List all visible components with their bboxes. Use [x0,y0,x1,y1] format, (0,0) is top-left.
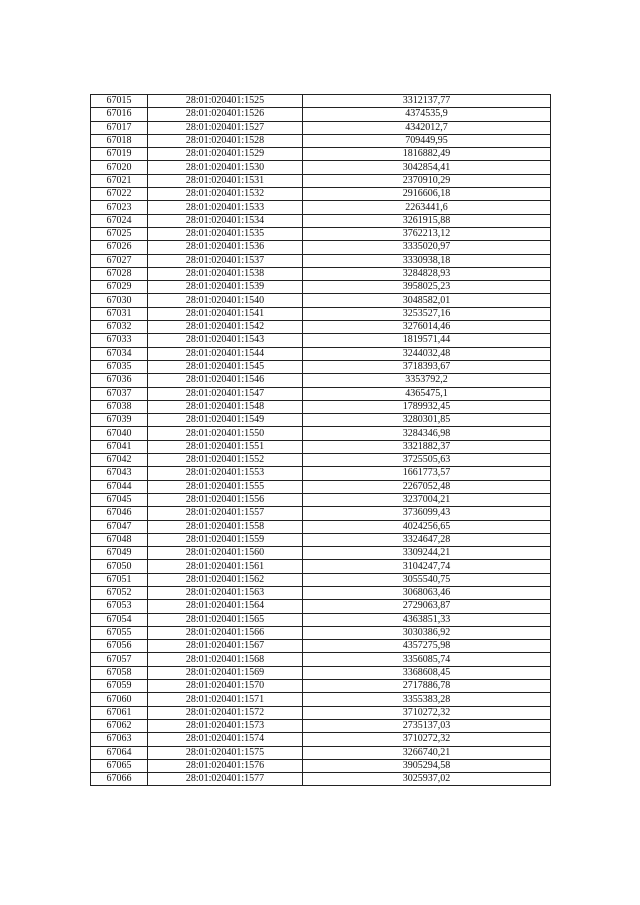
cadastral-number-cell: 28:01:020401:1530 [148,161,303,174]
cadastral-value-cell: 1661773,57 [303,467,551,480]
cadastral-value-cell: 3284346,98 [303,427,551,440]
table-row [91,108,551,121]
row-number-cell: 67054 [91,613,148,626]
cadastral-value-cell: 3330938,18 [303,254,551,267]
row-number-cell: 67041 [91,440,148,453]
cadastral-number-cell: 28:01:020401:1562 [148,573,303,586]
table-row [91,746,551,759]
table-row [91,267,551,280]
table-row [91,600,551,613]
table-row [91,706,551,719]
cadastral-value-cell: 1789932,45 [303,400,551,413]
cadastral-number-cell: 28:01:020401:1565 [148,613,303,626]
cadastral-value-cell: 4365475,1 [303,387,551,400]
cadastral-number-cell: 28:01:020401:1546 [148,374,303,387]
row-number-cell: 67055 [91,626,148,639]
row-number-cell: 67025 [91,227,148,240]
cadastral-number-cell: 28:01:020401:1540 [148,294,303,307]
cadastral-number-cell: 28:01:020401:1560 [148,547,303,560]
cadastral-number-cell: 28:01:020401:1563 [148,586,303,599]
row-number-cell: 67026 [91,241,148,254]
row-number-cell: 67023 [91,201,148,214]
row-number-cell: 67020 [91,161,148,174]
row-number-cell: 67046 [91,507,148,520]
cadastral-number-cell: 28:01:020401:1564 [148,600,303,613]
cadastral-number-cell: 28:01:020401:1552 [148,454,303,467]
cadastral-number-cell: 28:01:020401:1532 [148,188,303,201]
table-row [91,733,551,746]
table-row [91,294,551,307]
cadastral-number-cell: 28:01:020401:1537 [148,254,303,267]
row-number-cell: 67031 [91,307,148,320]
cadastral-value-cell: 3356085,74 [303,653,551,666]
table-row [91,480,551,493]
table-row [91,653,551,666]
table-row [91,427,551,440]
row-number-cell: 67017 [91,121,148,134]
cadastral-number-cell: 28:01:020401:1556 [148,493,303,506]
cadastral-number-cell: 28:01:020401:1567 [148,640,303,653]
cadastral-value-cell: 3353792,2 [303,374,551,387]
row-number-cell: 67047 [91,520,148,533]
table-row [91,467,551,480]
table-row [91,387,551,400]
cadastral-number-cell: 28:01:020401:1572 [148,706,303,719]
cadastral-value-cell: 3309244,21 [303,547,551,560]
row-number-cell: 67057 [91,653,148,666]
row-number-cell: 67021 [91,174,148,187]
row-number-cell: 67052 [91,586,148,599]
row-number-cell: 67024 [91,214,148,227]
cadastral-value-cell: 3284828,93 [303,267,551,280]
row-number-cell: 67056 [91,640,148,653]
table-row [91,148,551,161]
row-number-cell: 67015 [91,95,148,108]
cadastral-value-cell: 3355383,28 [303,693,551,706]
cadastral-number-cell: 28:01:020401:1575 [148,746,303,759]
cadastral-value-cell: 3261915,88 [303,214,551,227]
cadastral-value-cell: 2263441,6 [303,201,551,214]
row-number-cell: 67028 [91,267,148,280]
table-row [91,281,551,294]
cadastral-number-cell: 28:01:020401:1525 [148,95,303,108]
table-row [91,454,551,467]
cadastral-value-cell: 709449,95 [303,134,551,147]
table-row [91,188,551,201]
cadastral-value-cell: 4024256,65 [303,520,551,533]
table-row [91,613,551,626]
cadastral-number-cell: 28:01:020401:1569 [148,666,303,679]
row-number-cell: 67051 [91,573,148,586]
table-row [91,334,551,347]
cadastral-value-cell: 3048582,01 [303,294,551,307]
cadastral-value-cell: 3030386,92 [303,626,551,639]
cadastral-value-cell: 3725505,63 [303,454,551,467]
table-row [91,493,551,506]
row-number-cell: 67049 [91,547,148,560]
cadastral-number-cell: 28:01:020401:1527 [148,121,303,134]
cadastral-value-cell: 2717886,78 [303,680,551,693]
table-row [91,321,551,334]
cadastral-value-cell: 3280301,85 [303,414,551,427]
row-number-cell: 67043 [91,467,148,480]
cadastral-value-cell: 3905294,58 [303,759,551,772]
cadastral-number-cell: 28:01:020401:1526 [148,108,303,121]
cadastral-value-cell: 3042854,41 [303,161,551,174]
cadastral-number-cell: 28:01:020401:1548 [148,400,303,413]
table-row [91,759,551,772]
cadastral-value-cell: 3068063,46 [303,586,551,599]
table-row [91,666,551,679]
table-row [91,520,551,533]
cadastral-value-cell: 4363851,33 [303,613,551,626]
row-number-cell: 67034 [91,347,148,360]
row-number-cell: 67045 [91,493,148,506]
table-row [91,773,551,786]
table-row [91,533,551,546]
cadastral-number-cell: 28:01:020401:1529 [148,148,303,161]
cadastral-number-cell: 28:01:020401:1568 [148,653,303,666]
cadastral-number-cell: 28:01:020401:1574 [148,733,303,746]
cadastral-value-cell: 2729063,87 [303,600,551,613]
table-row [91,214,551,227]
row-number-cell: 67044 [91,480,148,493]
table-row [91,400,551,413]
row-number-cell: 67027 [91,254,148,267]
cadastral-value-cell: 1816882,49 [303,148,551,161]
row-number-cell: 67048 [91,533,148,546]
cadastral-value-cell: 3958025,23 [303,281,551,294]
table-row [91,174,551,187]
cadastral-value-cell: 1819571,44 [303,334,551,347]
cadastral-number-cell: 28:01:020401:1547 [148,387,303,400]
row-number-cell: 67036 [91,374,148,387]
row-number-cell: 67058 [91,666,148,679]
table-row [91,680,551,693]
row-number-cell: 67037 [91,387,148,400]
cadastral-number-cell: 28:01:020401:1577 [148,773,303,786]
cadastral-value-cell: 3710272,32 [303,733,551,746]
row-number-cell: 67065 [91,759,148,772]
cadastral-number-cell: 28:01:020401:1553 [148,467,303,480]
row-number-cell: 67016 [91,108,148,121]
table-row [91,414,551,427]
cadastral-number-cell: 28:01:020401:1536 [148,241,303,254]
cadastral-value-cell: 4357275,98 [303,640,551,653]
table-row [91,201,551,214]
cadastral-number-cell: 28:01:020401:1573 [148,719,303,732]
table-row [91,693,551,706]
cadastral-number-cell: 28:01:020401:1541 [148,307,303,320]
cadastral-number-cell: 28:01:020401:1534 [148,214,303,227]
table-row [91,121,551,134]
cadastral-value-cell: 3253527,16 [303,307,551,320]
cadastral-number-cell: 28:01:020401:1533 [148,201,303,214]
row-number-cell: 67029 [91,281,148,294]
cadastral-value-cell: 3244032,48 [303,347,551,360]
table-row [91,719,551,732]
table-row [91,626,551,639]
row-number-cell: 67066 [91,773,148,786]
table-row [91,254,551,267]
table-row [91,307,551,320]
cadastral-value-cell: 3266740,21 [303,746,551,759]
table-row [91,440,551,453]
row-number-cell: 67053 [91,600,148,613]
cadastral-number-cell: 28:01:020401:1555 [148,480,303,493]
cadastral-value-cell: 3312137,77 [303,95,551,108]
table-row [91,560,551,573]
cadastral-value-table [90,94,551,786]
cadastral-number-cell: 28:01:020401:1544 [148,347,303,360]
row-number-cell: 67032 [91,321,148,334]
row-number-cell: 67038 [91,400,148,413]
cadastral-number-cell: 28:01:020401:1561 [148,560,303,573]
table-row [91,161,551,174]
row-number-cell: 67033 [91,334,148,347]
row-number-cell: 67050 [91,560,148,573]
table-row [91,586,551,599]
cadastral-value-cell: 3368608,45 [303,666,551,679]
cadastral-value-cell: 3321882,37 [303,440,551,453]
cadastral-value-cell: 4374535,9 [303,108,551,121]
cadastral-number-cell: 28:01:020401:1566 [148,626,303,639]
cadastral-number-cell: 28:01:020401:1558 [148,520,303,533]
table-row [91,347,551,360]
cadastral-number-cell: 28:01:020401:1571 [148,693,303,706]
cadastral-number-cell: 28:01:020401:1528 [148,134,303,147]
cadastral-number-cell: 28:01:020401:1557 [148,507,303,520]
table-row [91,640,551,653]
cadastral-value-cell: 4342012,7 [303,121,551,134]
cadastral-number-cell: 28:01:020401:1576 [148,759,303,772]
cadastral-number-cell: 28:01:020401:1543 [148,334,303,347]
row-number-cell: 67042 [91,454,148,467]
table-body [91,95,551,786]
table-row [91,227,551,240]
cadastral-value-cell: 3324647,28 [303,533,551,546]
cadastral-value-cell: 3025937,02 [303,773,551,786]
cadastral-number-cell: 28:01:020401:1531 [148,174,303,187]
row-number-cell: 67059 [91,680,148,693]
row-number-cell: 67019 [91,148,148,161]
cadastral-number-cell: 28:01:020401:1559 [148,533,303,546]
cadastral-value-cell: 3104247,74 [303,560,551,573]
cadastral-number-cell: 28:01:020401:1535 [148,227,303,240]
table-row [91,134,551,147]
row-number-cell: 67040 [91,427,148,440]
cadastral-value-cell: 2370910,29 [303,174,551,187]
table-row [91,360,551,373]
row-number-cell: 67022 [91,188,148,201]
cadastral-value-cell: 2267052,48 [303,480,551,493]
cadastral-value-cell: 3718393,67 [303,360,551,373]
cadastral-value-cell: 3055540,75 [303,573,551,586]
cadastral-value-cell: 2916606,18 [303,188,551,201]
table-row [91,507,551,520]
cadastral-number-cell: 28:01:020401:1550 [148,427,303,440]
cadastral-number-cell: 28:01:020401:1539 [148,281,303,294]
row-number-cell: 67064 [91,746,148,759]
cadastral-value-cell: 3710272,32 [303,706,551,719]
row-number-cell: 67039 [91,414,148,427]
cadastral-number-cell: 28:01:020401:1542 [148,321,303,334]
cadastral-value-cell: 3335020,97 [303,241,551,254]
cadastral-number-cell: 28:01:020401:1551 [148,440,303,453]
row-number-cell: 67018 [91,134,148,147]
row-number-cell: 67060 [91,693,148,706]
table-row [91,95,551,108]
cadastral-value-cell: 3762213,12 [303,227,551,240]
row-number-cell: 67035 [91,360,148,373]
cadastral-number-cell: 28:01:020401:1570 [148,680,303,693]
cadastral-value-cell: 3736099,43 [303,507,551,520]
cadastral-number-cell: 28:01:020401:1538 [148,267,303,280]
cadastral-value-cell: 2735137,03 [303,719,551,732]
row-number-cell: 67063 [91,733,148,746]
cadastral-number-cell: 28:01:020401:1549 [148,414,303,427]
row-number-cell: 67030 [91,294,148,307]
cadastral-value-cell: 3276014,46 [303,321,551,334]
table-row [91,547,551,560]
table-row [91,374,551,387]
cadastral-number-cell: 28:01:020401:1545 [148,360,303,373]
row-number-cell: 67061 [91,706,148,719]
cadastral-value-cell: 3237004,21 [303,493,551,506]
table-row [91,573,551,586]
row-number-cell: 67062 [91,719,148,732]
table-row [91,241,551,254]
